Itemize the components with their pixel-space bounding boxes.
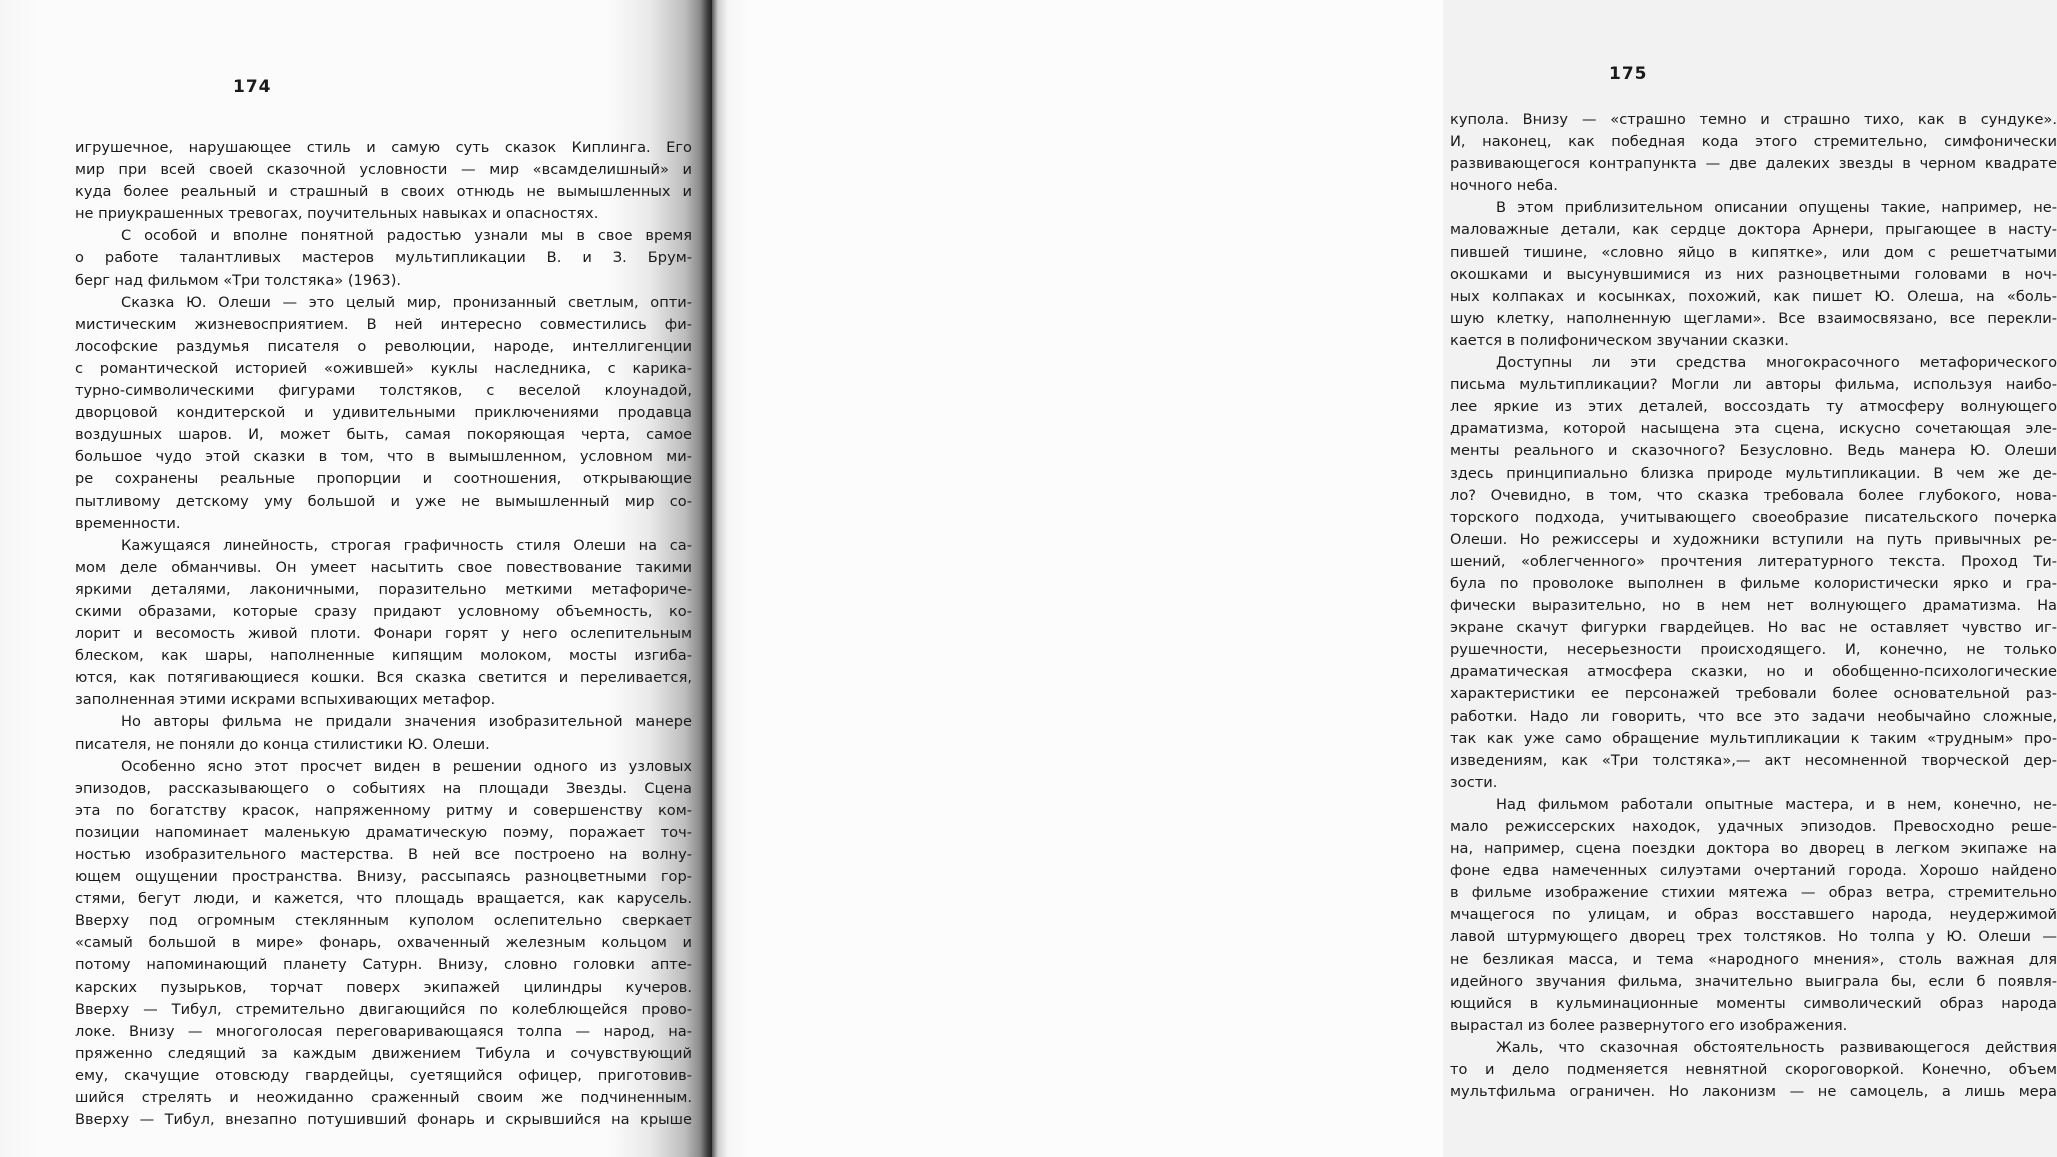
- text-line: мир при всей своей сказочной условности — мир «всамделишный» и: [75, 161, 692, 179]
- text-line: драматическая атмосфера сказки, но и обобщенно-психологические: [1450, 663, 2057, 681]
- text-line: пившей тишине, «словно яйцо в кипятке», или дом с решетчатыми: [1450, 243, 2057, 261]
- text-line: фоне едва намеченных силуэтами очертаний города. Хорошо найдено: [1450, 862, 2057, 880]
- text-line: ему, скачущие отовсюду гвардейцы, суетящийся офицер, приготовив-: [75, 1066, 692, 1084]
- text-line: Над фильмом работали опытные мастера, и в нем, конечно, не-: [1496, 795, 2057, 813]
- text-line: Особенно ясно этот просчет виден в решении одного из узловых: [121, 757, 692, 775]
- text-line: лее яркие из этих деталей, воссоздать ту атмосферу волнующего: [1450, 398, 2057, 416]
- page-number-left: 174: [233, 77, 272, 97]
- text-line: шений, «облегченного» прочтения литературного текста. Проход Ти-: [1450, 552, 2057, 570]
- text-line: Кажущаяся линейность, строгая графичность стиля Олеши на са-: [121, 536, 692, 554]
- text-line: Жаль, что сказочная обстоятельность развивающегося действия: [1496, 1038, 2057, 1056]
- text-line: кается в полифоническом звучании сказки.: [1450, 331, 1789, 349]
- text-line: скими образами, которые сразу придают условному объемность, ко-: [75, 602, 692, 620]
- text-line: ются, как потягивающиеся кошки. Вся сказка светится и переливается,: [75, 669, 692, 687]
- text-line: Вверху под огромным стеклянным куполом ослепительно сверкает: [75, 912, 692, 930]
- text-line: развивающегося контрапункта — две далеких звезды в черном квадрате: [1450, 155, 2057, 173]
- text-line: мом деле обманчивы. Он умеет насытить свое повествование такими: [75, 558, 692, 576]
- text-line: Олеши. Но режиссеры и художники вступили на путь привычных ре-: [1450, 530, 2057, 548]
- text-line: блеском, как шары, наполненные кипящим молоком, мосты изгиба-: [75, 647, 692, 665]
- text-line: ностью изобразительного мастерства. В ней все построено на волну-: [75, 846, 692, 863]
- text-line: письма мультипликации? Могли ли авторы фильма, используя наибо-: [1450, 376, 2057, 394]
- text-line: була по проволоке выполнен в фильме колористически ярко и гра-: [1450, 574, 2057, 592]
- text-line: Вверху — Тибул, внезапно потушивший фонарь и скрывшийся на крыше: [75, 1111, 692, 1129]
- text-line: вырастал из более развернутого его изображения.: [1450, 1016, 1848, 1034]
- text-line: дворцовой кондитерской и удивительными приключениями продавца: [75, 404, 692, 422]
- right-page: [712, 0, 2057, 1157]
- text-line: мистическим жизневосприятием. В ней интересно совместились фи-: [75, 315, 692, 333]
- text-line: не приукрашенных тревогах, поучительных навыках и опасностях.: [75, 205, 599, 223]
- text-line: шую клетку, наполненную щеглами». Все взаимосвязано, все перекли-: [1450, 309, 2057, 327]
- text-line: лорит и весомость живой плоти. Фонари горят у него ослепительным: [75, 625, 692, 643]
- text-line: Но авторы фильма не придали значения изобразительной манере: [121, 713, 692, 731]
- left-page: [0, 0, 712, 1157]
- text-line: И, наконец, как победная кода этого стремительно, симфонически: [1450, 133, 2057, 151]
- text-line: на, например, сцена поездки доктора во дворец в легком экипаже на: [1450, 840, 2057, 858]
- text-line: рушечности, несерьезности происходящего. И, конечно, не только: [1450, 641, 2057, 659]
- text-line: стями, бегут люди, и кажется, что площадь вращается, как карусель.: [75, 890, 692, 908]
- text-line: пряженно следящий за каждым движением Тибула и сочувствующий: [75, 1044, 692, 1062]
- text-line: ных колпаках и косынках, похожий, как пишет Ю. Олеша, на «боль-: [1450, 287, 2057, 305]
- text-line: торского подхода, учитывающего своеобразие писательского почерка: [1450, 508, 2057, 526]
- text-line: Доступны ли эти средства многокрасочного метафорического: [1496, 354, 2057, 372]
- right-page-text: [1450, 109, 2057, 1103]
- text-line: куда более реальный и страшный в своих отнюдь не вымышленных и: [75, 183, 692, 201]
- text-line: фически выразительно, но в нем нет волнующего драматизма. На: [1450, 597, 2057, 615]
- text-line: идейного звучания фильма, значительно выиграла бы, если б появля-: [1450, 972, 2057, 990]
- text-line: ющем ощущении пространства. Внизу, рассыпаясь разноцветными гор-: [75, 868, 692, 886]
- text-line: лософские раздумья писателя о революции, народе, интеллигенции: [75, 337, 692, 355]
- text-line: большое чудо этой сказки в том, что в вымышленном, условном ми-: [75, 448, 692, 466]
- text-line: то и дело подменяется невнятной скороговоркой. Конечно, объем: [1450, 1061, 2057, 1079]
- text-line: работки. Надо ли говорить, что все это задачи необычайно сложные,: [1450, 707, 2057, 725]
- text-line: в фильме изображение стихии мятежа — образ ветра, стремительно: [1450, 884, 2057, 902]
- text-line: пытливому детскому уму большой и уже не вымышленный мир со-: [75, 492, 692, 510]
- text-line: драматизма, которой насыщена эта сцена, искусно сочетающая эле-: [1450, 420, 2057, 438]
- text-line: так как уже само обращение мультипликации к таким «трудным» про-: [1450, 729, 2057, 747]
- text-line: мультфильма ограничен. Но лаконизм — не самоцель, а лишь мера: [1450, 1083, 2057, 1101]
- text-line: Сказка Ю. Олеши — это целый мир, пронизанный светлым, опти-: [121, 293, 692, 311]
- text-line: С особой и вполне понятной радостью узнали мы в свое время: [121, 227, 692, 245]
- text-line: эпизодов, рассказывающего о событиях на площади Звезды. Сцена: [75, 779, 692, 797]
- text-line: мчащегося по улицам, и образ восставшего народа, неудержимой: [1450, 906, 2057, 924]
- text-line: турно-символическими фигурами толстяков, с веселой клоунадой,: [75, 382, 692, 400]
- text-line: ночного неба.: [1450, 177, 1558, 195]
- text-line: воздушных шаров. И, может быть, самая покоряющая черта, самое: [75, 426, 692, 444]
- text-line: изведениям, как «Три толстяка»,— акт несомненной творческой дер-: [1450, 751, 2057, 769]
- text-line: экране скачут фигурки гвардейцев. Но вас не оставляет чувство иг-: [1450, 619, 2057, 637]
- page-number-right: 175: [1609, 64, 1648, 84]
- text-line: берг над фильмом «Три толстяка» (1963).: [75, 271, 402, 289]
- text-line: ющийся в кульминационные моменты символический образ народа: [1450, 994, 2057, 1012]
- text-line: характеристики ее персонажей требовали более основательной раз-: [1450, 685, 2057, 703]
- text-line: купола. Внизу — «страшно темно и страшно тихо, как в сундуке».: [1450, 111, 2057, 128]
- text-line: «самый большой в мире» фонарь, охваченный железным кольцом и: [75, 934, 692, 952]
- text-line: эта по богатству красок, напряженному ритму и совершенству ком-: [75, 801, 692, 819]
- text-line: ло? Очевидно, в том, что сказка требовала более глубокого, нова-: [1450, 486, 2057, 504]
- text-line: зости.: [1450, 773, 1498, 791]
- text-line: потому напоминающий планету Сатурн. Внизу, словно головки апте-: [75, 956, 692, 974]
- text-line: игрушечное, нарушающее стиль и самую суть сказок Киплинга. Его: [75, 139, 692, 156]
- text-line: с романтической историей «ожившей» куклы наследника, с карика-: [75, 359, 692, 377]
- text-line: шийся стрелять и неожиданно сраженный своим же подчиненным.: [75, 1089, 692, 1107]
- text-line: о работе талантливых мастеров мультипликации В. и З. Брум-: [75, 249, 692, 267]
- text-line: В этом приблизительном описании опущены такие, например, не-: [1496, 199, 2057, 217]
- text-line: заполненная этими искрами вспыхивающих метафор.: [75, 691, 496, 709]
- text-line: писателя, не поняли до конца стилистики Ю. Олеши.: [75, 735, 490, 753]
- text-line: Вверху — Тибул, стремительно двигающийся по колеблющейся прово-: [75, 1000, 692, 1018]
- text-line: ре сохранены реальные пропорции и соотношения, открывающие: [75, 470, 692, 488]
- text-line: мало режиссерских находок, удачных эпизодов. Превосходно реше-: [1450, 818, 2057, 835]
- text-line: лавой штурмующего дворец трех толстяков. Но толпа у Ю. Олеши —: [1450, 928, 2057, 946]
- text-line: яркими деталями, лаконичными, поразительно меткими метафориче-: [75, 580, 692, 598]
- text-line: здесь принципиально близка природе мультипликации. В чем же де-: [1450, 464, 2057, 482]
- text-line: позиции напоминает маленькую драматическую поэму, поражает точ-: [75, 823, 692, 841]
- text-line: окошками и высунувшимися из них разноцветными головами в ноч-: [1450, 265, 2057, 283]
- text-line: не безликая масса, и тема «народного мнения», столь важная для: [1450, 950, 2057, 968]
- text-line: менты реального и сказочного? Безусловно. Ведь манера Ю. Олеши: [1450, 442, 2057, 460]
- text-line: локе. Внизу — многоголосая переговаривающаяся толпа — народ, на-: [75, 1022, 692, 1040]
- text-line: маловажные детали, как сердце доктора Арнери, прыгающее в насту-: [1450, 221, 2057, 239]
- text-line: карских пузырьков, торчат поверх экипажей цилиндры кучеров.: [75, 978, 692, 996]
- text-line: временности.: [75, 514, 181, 532]
- left-page-text: [75, 137, 692, 1131]
